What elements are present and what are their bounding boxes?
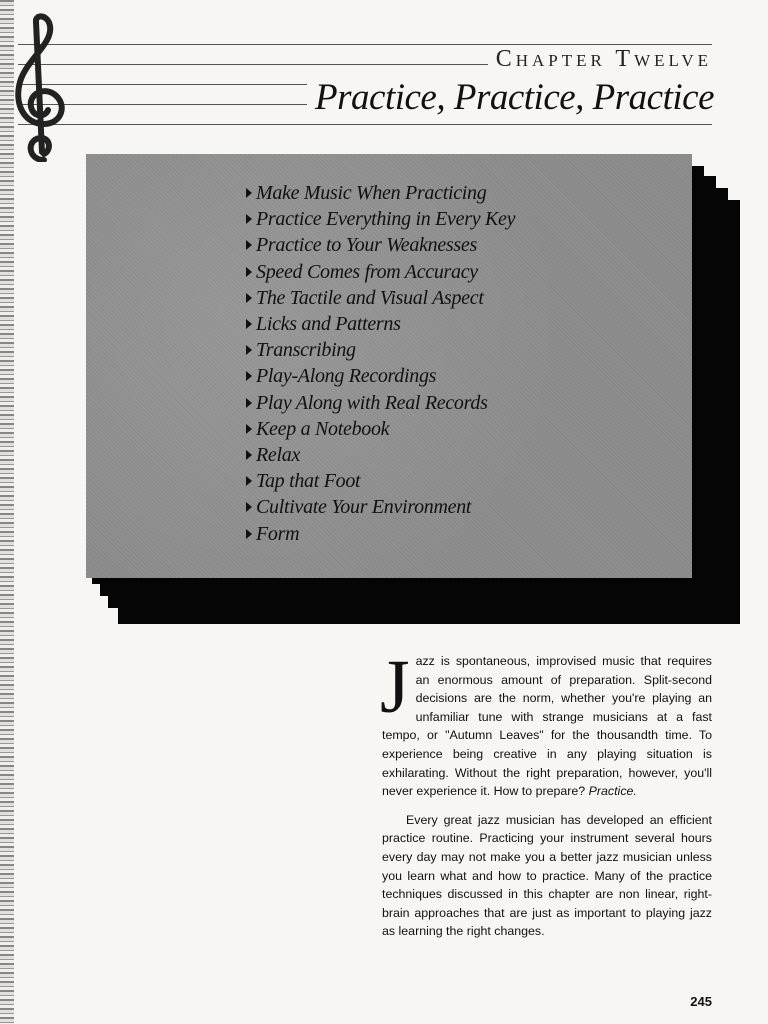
triangle-bullet-icon xyxy=(246,319,252,329)
topic-item xyxy=(246,468,515,494)
triangle-bullet-icon xyxy=(246,424,252,434)
topic-item xyxy=(246,232,515,258)
topic-item xyxy=(246,206,515,232)
topic-item xyxy=(246,285,515,311)
topic-item xyxy=(246,390,515,416)
topic-item xyxy=(246,442,515,468)
staff-line xyxy=(18,124,712,125)
triangle-bullet-icon xyxy=(246,293,252,303)
triangle-bullet-icon xyxy=(246,476,252,486)
topic-item xyxy=(246,311,515,337)
triangle-bullet-icon xyxy=(246,240,252,250)
triangle-bullet-icon xyxy=(246,188,252,198)
topic-item xyxy=(246,416,515,442)
triangle-bullet-icon xyxy=(246,214,252,224)
triangle-bullet-icon xyxy=(246,502,252,512)
topic-label: Relax xyxy=(256,444,301,467)
topic-item xyxy=(246,180,515,206)
topic-label: Play Along with Real Records xyxy=(256,391,488,414)
topic-label: Speed Comes from Accuracy xyxy=(256,260,478,283)
topic-label: Keep a Notebook xyxy=(256,417,390,440)
topic-label: Play-Along Recordings xyxy=(256,365,437,388)
topic-label: Practice Everything in Every Key xyxy=(256,208,516,231)
topic-item xyxy=(246,494,515,520)
chapter-title: Practice, Practice, Practice xyxy=(307,76,714,119)
triangle-bullet-icon xyxy=(246,267,252,277)
topic-item xyxy=(246,337,515,363)
topic-label: The Tactile and Visual Aspect xyxy=(256,286,484,309)
topic-label: Practice to Your Weaknesses xyxy=(256,234,477,257)
triangle-bullet-icon xyxy=(246,398,252,408)
intro-paragraph-1 xyxy=(380,645,712,801)
topic-label: Make Music When Practicing xyxy=(256,182,487,204)
chapter-label: Chapter Twelve xyxy=(488,46,712,73)
topic-label: Form xyxy=(256,522,300,545)
triangle-bullet-icon xyxy=(246,529,252,539)
topic-label: Licks and Patterns xyxy=(256,313,401,336)
chapter-topics-list xyxy=(246,180,515,547)
topic-item xyxy=(246,259,515,285)
triangle-bullet-icon xyxy=(246,450,252,460)
emphasis-text: Practice. xyxy=(588,784,637,799)
triangle-bullet-icon xyxy=(246,371,252,381)
paragraph-text: azz is spontaneous, improvised music that requires an enormous amount of preparation. Split-second decisions are the norm, whether you're playing an unfamiliar tune with strange musicians at a fast tempo, or "Autumn Leaves" for the thousandth time. To experience being creative in any playing situation is exhilarating. Without the right preparation, however, you'll never experience it. How to prepare? xyxy=(382,654,712,799)
topic-item xyxy=(246,363,515,389)
intro-paragraph-2 xyxy=(382,811,712,941)
treble-clef-icon xyxy=(10,12,72,162)
chapter-topics-box xyxy=(86,154,692,578)
drop-cap: J xyxy=(380,645,410,729)
paragraph-text: Every great jazz musician has developed an efficient practice routine. Practicing your instrument several hours every day may not make you a better jazz musician unless you learn what and how to practice. Many of the practice techniques discussed in this chapter are non linear, right-brain approaches that are just as important to playing jazz as learning the right changes. xyxy=(382,812,712,939)
triangle-bullet-icon xyxy=(246,345,252,355)
chapter-intro-text xyxy=(380,645,712,941)
staff-line xyxy=(18,44,712,45)
topic-label: Cultivate Your Environment xyxy=(256,496,472,519)
page-number: 245 xyxy=(690,994,712,1009)
topic-label: Transcribing xyxy=(256,339,356,362)
topic-label: Tap that Foot xyxy=(256,470,361,493)
topic-item xyxy=(246,521,515,547)
